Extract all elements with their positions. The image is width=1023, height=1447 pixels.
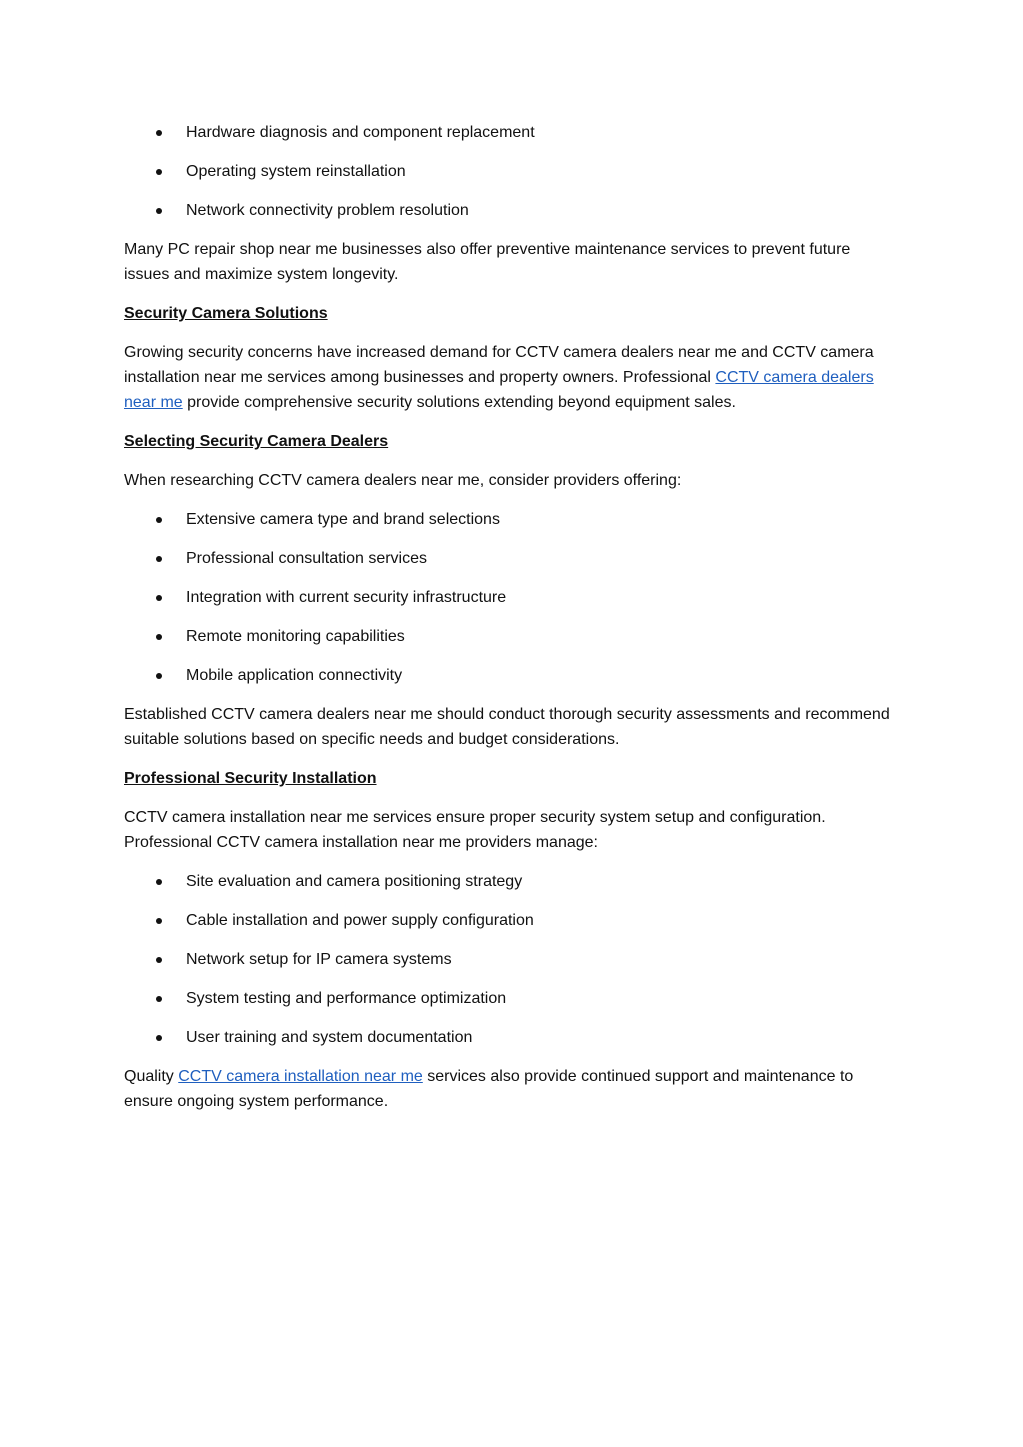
paragraph-text: Quality <box>124 1068 179 1085</box>
cctv-installation-link[interactable]: CCTV camera installation near me <box>178 1068 423 1085</box>
list-item <box>124 546 894 571</box>
paragraph-security-concerns <box>124 340 894 415</box>
paragraph-preventive-maintenance: Many PC repair shop near me businesses also offer preventive maintenance services to prevent future issues and maximize system longevity. <box>124 241 851 283</box>
bullet-icon <box>156 879 162 885</box>
bullet-icon <box>156 1035 162 1041</box>
paragraph-text: provide comprehensive security solutions extending beyond equipment sales. <box>182 394 736 411</box>
paragraph-text: Growing security concerns have increased demand for CCTV camera dealers near me and CCTV camera installation near me services among businesses and property owners. Professional <box>124 344 874 386</box>
bullet-icon <box>156 957 162 963</box>
list-item <box>124 908 894 933</box>
list-item-text: Remote monitoring capabilities <box>186 628 405 645</box>
document-page <box>124 120 894 1128</box>
paragraph-text: services also provide continued support and maintenance to ensure ongoing system performance. <box>124 1068 854 1110</box>
bullet-list-repair-services <box>124 120 894 223</box>
list-item <box>124 986 894 1011</box>
bullet-icon <box>156 673 162 679</box>
list-item-text: Network setup for IP camera systems <box>186 951 452 968</box>
list-item-text: Site evaluation and camera positioning strategy <box>186 873 523 890</box>
paragraph-installation-services: CCTV camera installation near me services ensure proper security system setup and configuration. Professional CCTV camera installation near me providers manage: <box>124 809 826 851</box>
heading-selecting-dealers: Selecting Security Camera Dealers <box>124 433 389 450</box>
bullet-icon <box>156 996 162 1002</box>
list-item <box>124 507 894 532</box>
list-item-text: System testing and performance optimization <box>186 990 507 1007</box>
list-item <box>124 159 894 184</box>
bullet-icon <box>156 556 162 562</box>
list-item <box>124 198 894 223</box>
bullet-icon <box>156 634 162 640</box>
list-item-text: Mobile application connectivity <box>186 667 403 684</box>
paragraph-security-assessments: Established CCTV camera dealers near me should conduct thorough security assessments and recommend suitable solutions based on specific needs and budget considerations. <box>124 706 890 748</box>
list-item-text: Hardware diagnosis and component replacement <box>186 124 535 141</box>
paragraph-researching-dealers: When researching CCTV camera dealers near me, consider providers offering: <box>124 472 682 489</box>
list-item-text: Cable installation and power supply configuration <box>186 912 534 929</box>
list-item <box>124 120 894 145</box>
bullet-list-installation-tasks <box>124 869 894 1050</box>
bullet-icon <box>156 130 162 136</box>
list-item-text: Operating system reinstallation <box>186 163 406 180</box>
bullet-icon <box>156 517 162 523</box>
list-item <box>124 947 894 972</box>
bullet-icon <box>156 918 162 924</box>
paragraph-quality-installation <box>124 1064 894 1114</box>
list-item-text: Integration with current security infrastructure <box>186 589 507 606</box>
list-item-text: Extensive camera type and brand selections <box>186 511 500 528</box>
cctv-dealers-link[interactable]: CCTV camera dealers near me <box>124 369 874 411</box>
bullet-icon <box>156 208 162 214</box>
bullet-icon <box>156 595 162 601</box>
list-item-text: Professional consultation services <box>186 550 428 567</box>
list-item <box>124 869 894 894</box>
bullet-list-dealer-offerings <box>124 507 894 688</box>
list-item <box>124 585 894 610</box>
list-item <box>124 1025 894 1050</box>
list-item <box>124 663 894 688</box>
list-item-text: User training and system documentation <box>186 1029 473 1046</box>
bullet-icon <box>156 169 162 175</box>
heading-professional-installation: Professional Security Installation <box>124 770 377 787</box>
heading-security-camera-solutions: Security Camera Solutions <box>124 305 328 322</box>
list-item-text: Network connectivity problem resolution <box>186 202 469 219</box>
list-item <box>124 624 894 649</box>
